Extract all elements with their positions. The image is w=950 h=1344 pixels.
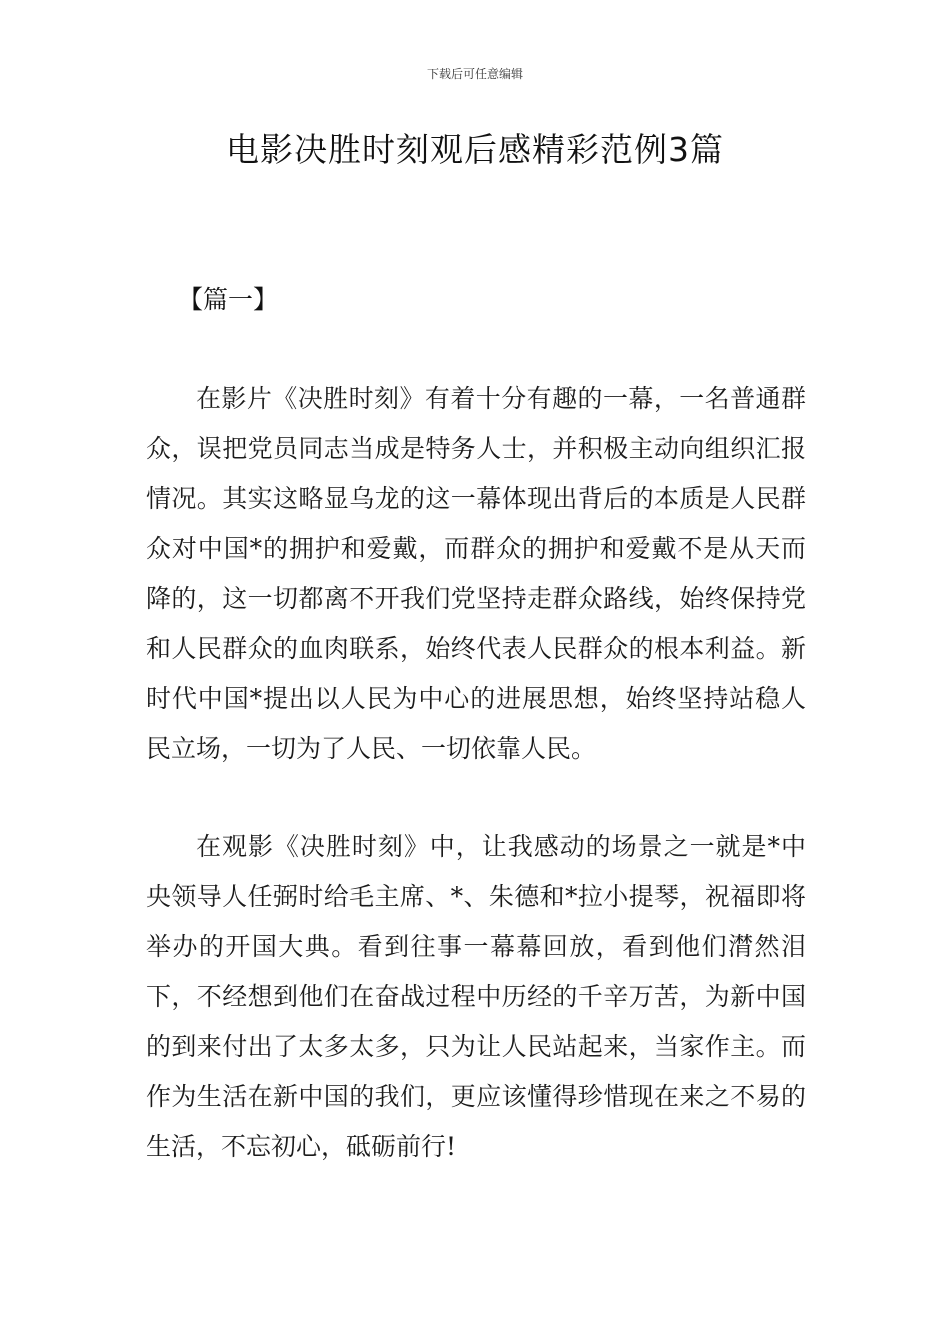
document-title: 电影决胜时刻观后感精彩范例3篇 — [226, 130, 724, 169]
header-note: 下载后可任意编辑 — [426, 67, 523, 81]
paragraph-2: 在观影《决胜时刻》中，让我感动的场景之一就是*中央领导人任弼时给毛主席、*、朱德和*拉小提琴，祝福即将举办的开国大典。看到往事一幕幕回放，看到他们潸然泪下，不经想到他们在奋战过程中历经的千辛万苦，为新中国的到来付出了太多太多，只为让人民站起来，当家作主。而作为生活在新中国的我们，更应该懂得珍惜现在来之不易的生活，不忘初心，砥砺前行! — [146, 832, 806, 1161]
section-label: 【篇一】 — [178, 285, 279, 314]
paragraph-1: 在影片《决胜时刻》有着十分有趣的一幕，一名普通群众，误把党员同志当成是特务人士，并积极主动向组织汇报情况。其实这略显乌龙的这一幕体现出背后的本质是人民群众对中国*的拥护和爱戴，而群众的拥护和爱戴不是从天而降的，这一切都离不开我们党坚持走群众路线，始终保持党和人民群众的血肉联系，始终代表人民群众的根本利益。新时代中国*提出以人民为中心的进展思想，始终坚持站稳人民立场，一切为了人民、一切依靠人民。 — [146, 384, 806, 763]
